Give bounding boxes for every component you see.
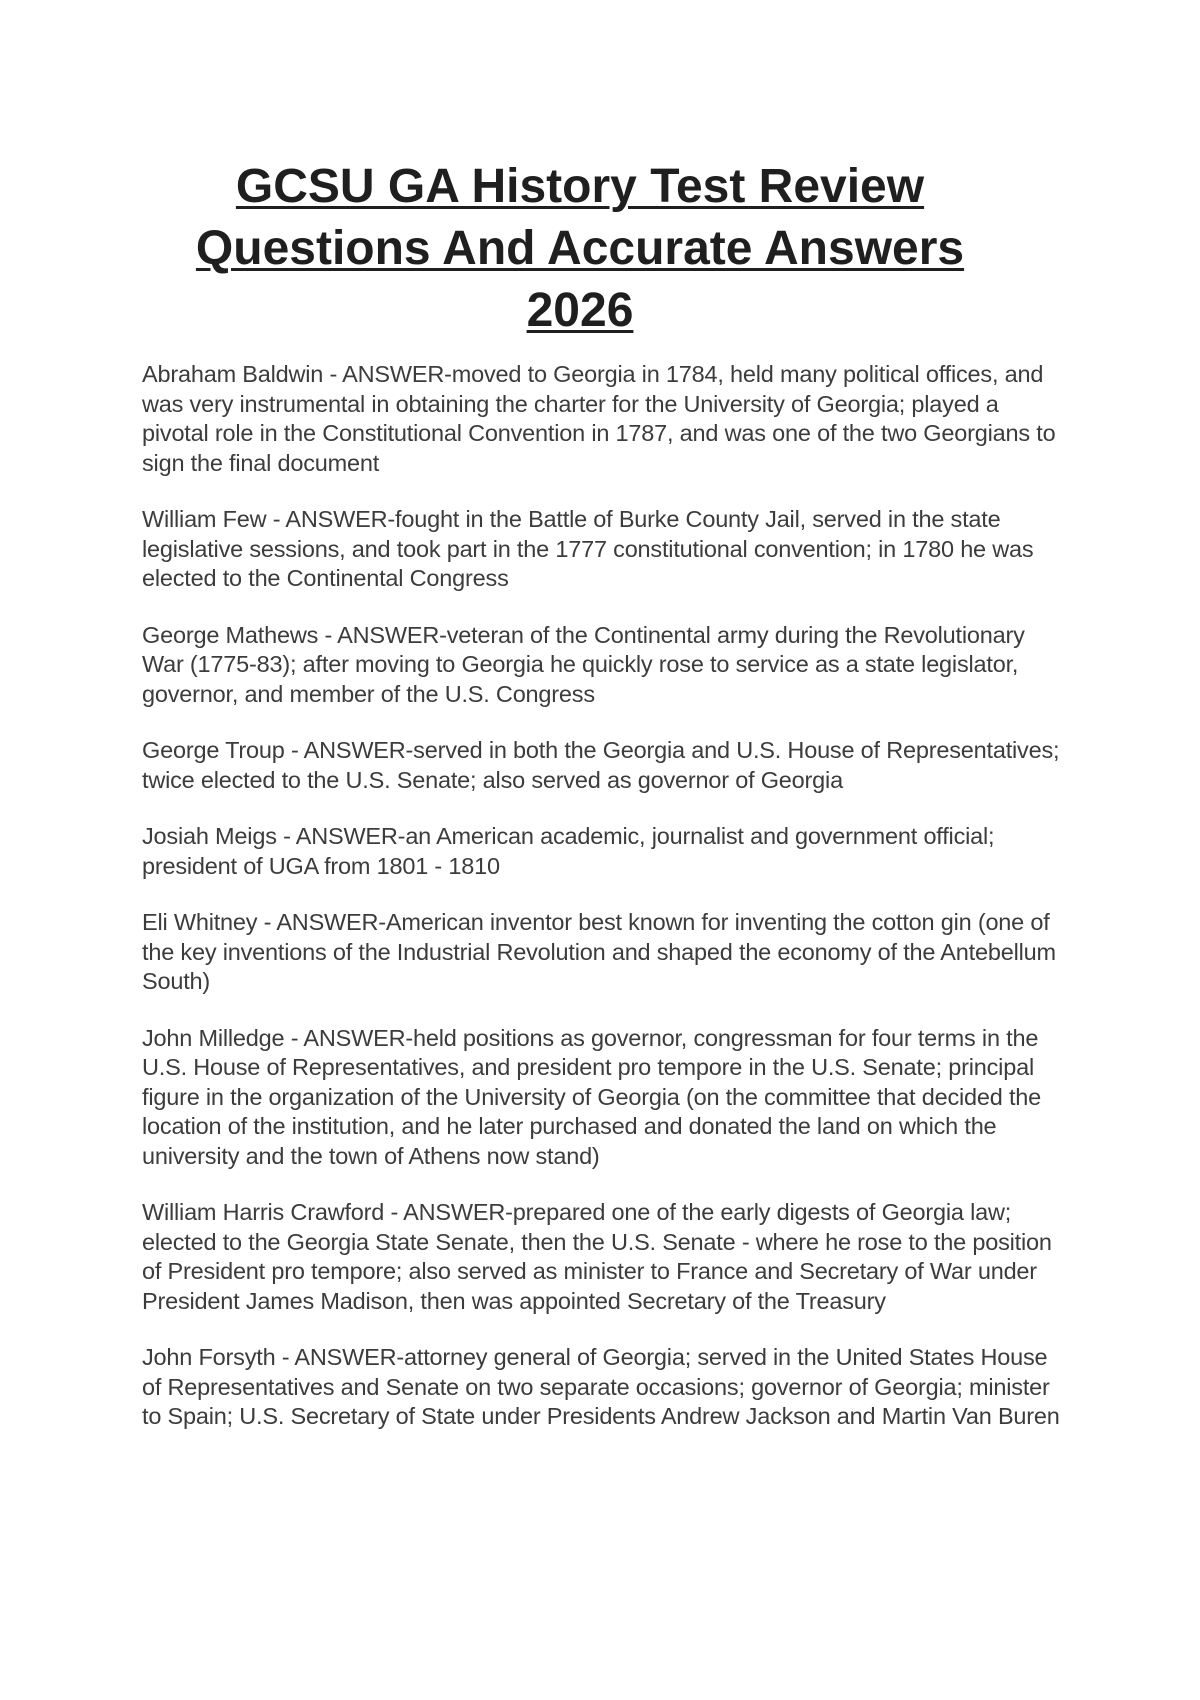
entry-answer: attorney general of Georgia; served in the United States House of Representatives and Senate on two separate occasions; governor of Georgia; minister to Spain; U.S. Secretary of State under Presidents Andrew Jackson and Martin Van Buren (142, 1344, 1060, 1429)
qa-entry-eli-whitney (142, 908, 1067, 997)
entry-term: George Troup (142, 737, 285, 763)
title-line-3: 2026 (526, 284, 634, 337)
answer-separator: - ANSWER- (257, 909, 386, 935)
page-title (150, 156, 1010, 342)
entry-term: William Harris Crawford (142, 1199, 385, 1225)
answer-separator: - ANSWER- (276, 823, 406, 849)
entry-term: William Few (142, 506, 267, 532)
entry-term: Eli Whitney (142, 909, 258, 935)
title-line-1: GCSU GA History Test Review (235, 160, 925, 213)
entry-term: John Forsyth (142, 1344, 276, 1370)
entry-answer: veteran of the Continental army during the Revolutionary War (1775-83); after moving to Georgia he quickly rose to service as a state legislator, governor, and member of the U.S. Congress (142, 621, 1025, 707)
answer-separator: - ANSWER- (284, 1024, 413, 1051)
qa-entry-william-few (142, 505, 1067, 594)
entry-answer: served in both the Georgia and U.S. House of Representatives; twice elected to the U.S. Senate; also served as governor of Georgia (142, 737, 1060, 793)
entry-term: George Mathews (142, 621, 319, 648)
title-line-2: Questions And Accurate Answers (195, 222, 965, 275)
answer-separator: - ANSWER- (318, 621, 447, 648)
qa-entry-george-mathews (142, 621, 1067, 710)
answer-separator: - ANSWER- (284, 737, 414, 763)
qa-entry-john-milledge (142, 1024, 1067, 1172)
entry-answer: moved to Georgia in 1784, held many political offices, and was very instrumental in obtaining the charter for the University of Georgia; played a pivotal role in the Constitutional Convention in 1787, and was one of the two Georgians to sign the final document (142, 361, 1056, 476)
entry-answer: fought in the Battle of Burke County Jail, served in the state legislative sessions, and took part in the 1777 constitutional convention; in 1780 he was elected to the Continental Congress (142, 506, 1034, 591)
entry-answer: prepared one of the early digests of Georgia law; elected to the Georgia State Senate, then the U.S. Senate - where he rose to the position of President pro tempore; also served as minister to France and Secretary of War under President James Madison, then was appointed Secretary of the Treasury (142, 1199, 1052, 1314)
entry-answer: an American academic, journalist and government official; president of UGA from 1801 - 1810 (142, 823, 995, 879)
entry-term: Josiah Meigs (142, 823, 277, 849)
entry-answer: held positions as governor, congressman for four terms in the U.S. House of Representatives, and president pro tempore in the U.S. Senate; principal figure in the organization of the University of Georgia (on the committee that decided the location of the institution, and he later purchased and donated the land on which the university and the town of Athens now stand) (142, 1024, 1042, 1169)
answer-separator: - ANSWER- (384, 1199, 513, 1225)
qa-entry-william-harris-crawford (142, 1198, 1067, 1316)
answer-separator: - ANSWER- (323, 361, 452, 387)
qa-entry-john-forsyth (142, 1343, 1067, 1432)
qa-entry-george-troup (142, 736, 1067, 795)
answer-separator: - ANSWER- (266, 506, 395, 532)
qa-list (142, 360, 1067, 1459)
entry-answer: American inventor best known for inventing the cotton gin (one of the key inventions of the Industrial Revolution and shaped the economy of the Antebellum South) (142, 909, 1056, 994)
qa-entry-abraham-baldwin (142, 360, 1067, 478)
qa-entry-josiah-meigs (142, 822, 1067, 881)
entry-term: John Milledge (142, 1024, 285, 1051)
entry-term: Abraham Baldwin (142, 361, 324, 387)
answer-separator: - ANSWER- (275, 1344, 404, 1370)
